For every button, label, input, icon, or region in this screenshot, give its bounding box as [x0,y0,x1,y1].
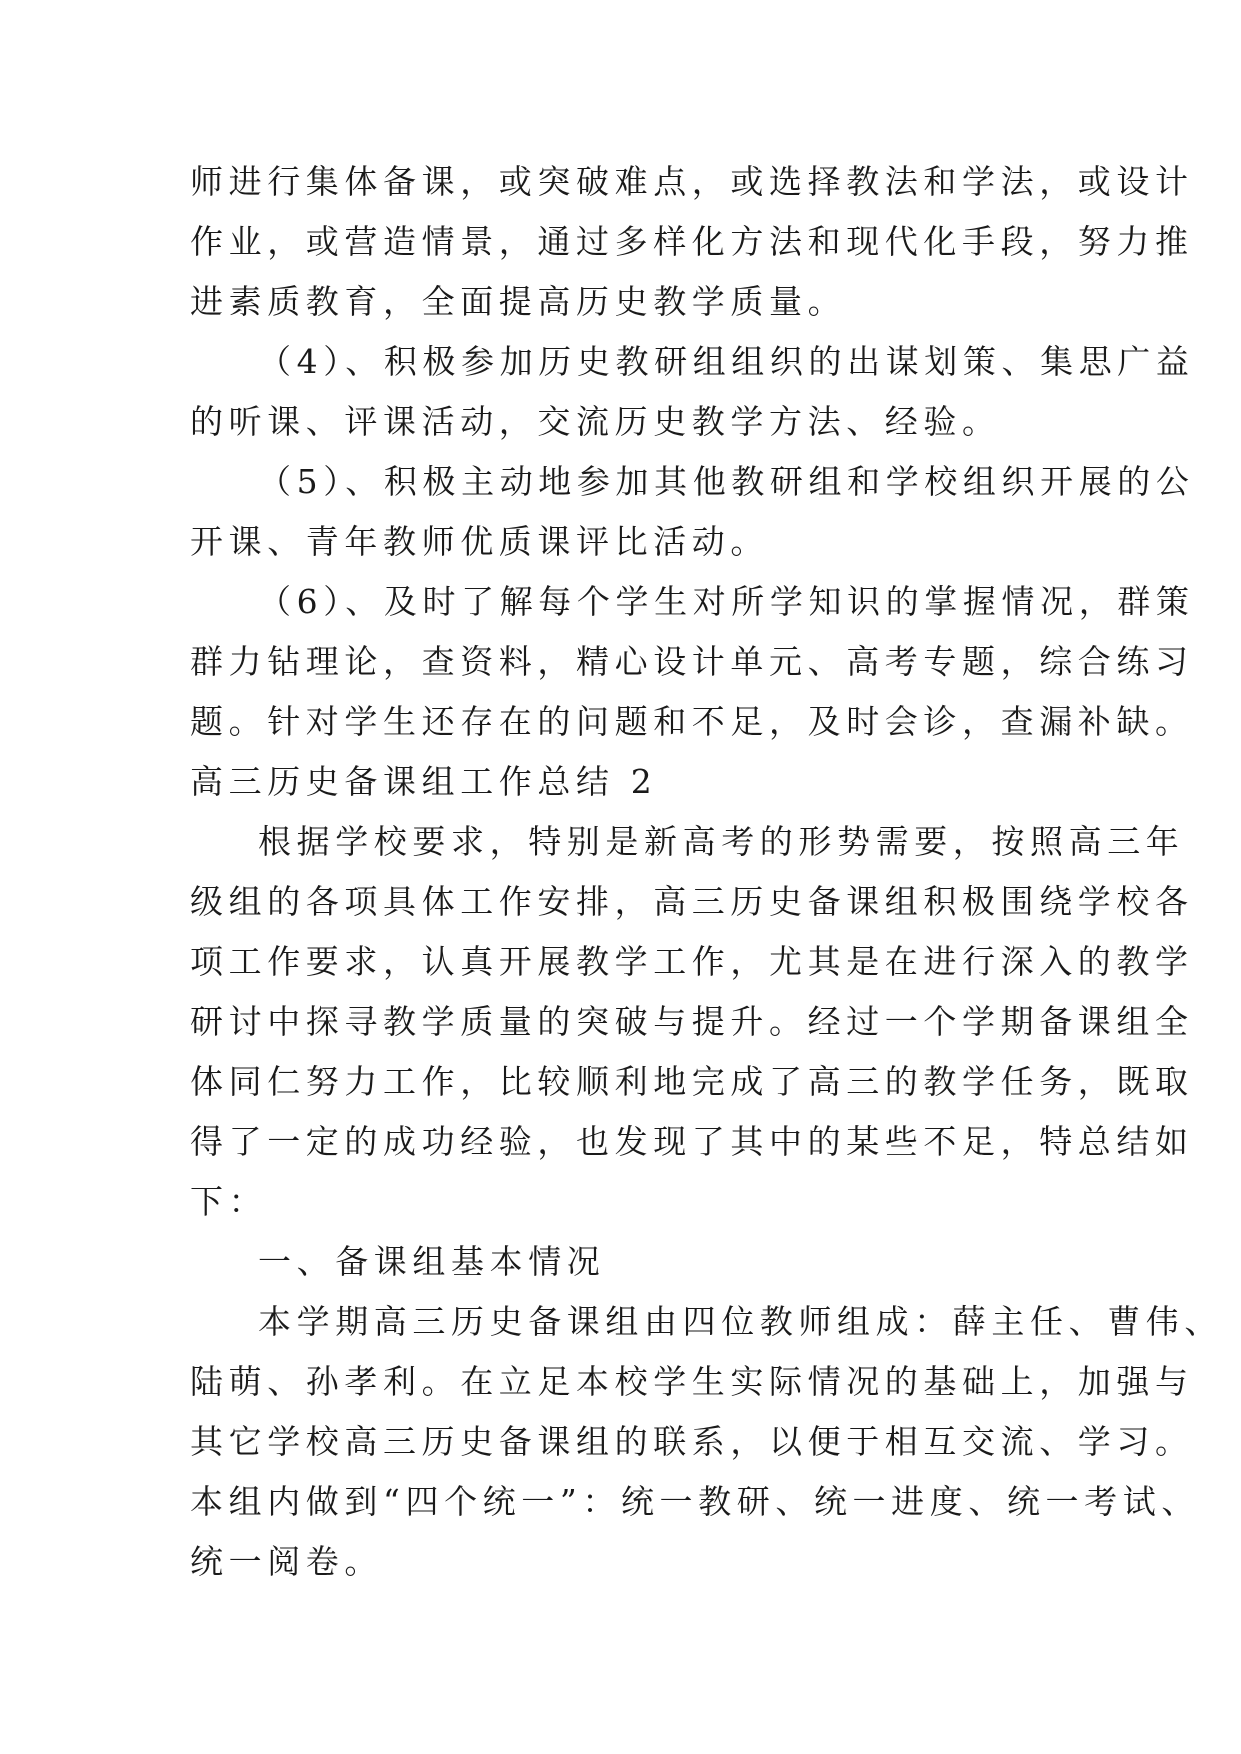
text-line: 其它学校高三历史备课组的联系，以便于相互交流、学习。 [190,1422,1194,1461]
text-line: 陆萌、孙孝利。在立足本校学生实际情况的基础上，加强与 [190,1362,1194,1401]
text-line: 研讨中探寻教学质量的突破与提升。经过一个学期备课组全 [190,1002,1194,1041]
paragraph-start-line: 根据学校要求，特别是新高考的形势需要，按照高三年 [258,822,1185,861]
paragraph-start-line: 本学期高三历史备课组由四位教师组成：薛主任、曹伟、 [258,1302,1223,1341]
text-line: 体同仁努力工作，比较顺利地完成了高三的教学任务，既取 [190,1062,1194,1101]
paragraph-start-line: （6）、及时了解每个学生对所学知识的掌握情况，群策 [258,582,1195,621]
paragraph-start-line: （4）、积极参加历史教研组组织的出谋划策、集思广益 [258,342,1195,381]
text-line: 得了一定的成功经验，也发现了其中的某些不足，特总结如 [190,1122,1194,1161]
paragraph-start-line: （5）、积极主动地参加其他教研组和学校组织开展的公 [258,462,1195,501]
text-line: 本组内做到“四个统一”：统一教研、统一进度、统一考试、 [190,1482,1200,1521]
text-line: 下： [190,1182,268,1221]
text-line: 题。针对学生还存在的问题和不足，及时会诊，查漏补缺。 [190,702,1194,741]
text-line: 师进行集体备课，或突破难点，或选择教法和学法，或设计 [190,162,1194,201]
text-line: 群力钻理论，查资料，精心设计单元、高考专题，综合练习 [190,642,1194,681]
text-line: 开课、青年教师优质课评比活动。 [190,522,769,561]
text-line: 的听课、评课活动，交流历史教学方法、经验。 [190,402,1001,441]
text-line: 统一阅卷。 [190,1542,383,1581]
subsection-heading: 一、备课组基本情况 [258,1242,606,1281]
section-title: 高三历史备课组工作总结 2 [190,762,658,801]
text-line: 级组的各项具体工作安排，高三历史备课组积极围绕学校各 [190,882,1194,921]
text-line: 项工作要求，认真开展教学工作，尤其是在进行深入的教学 [190,942,1194,981]
text-line: 作业，或营造情景，通过多样化方法和现代化手段，努力推 [190,222,1194,261]
text-line: 进素质教育，全面提高历史教学质量。 [190,282,847,321]
